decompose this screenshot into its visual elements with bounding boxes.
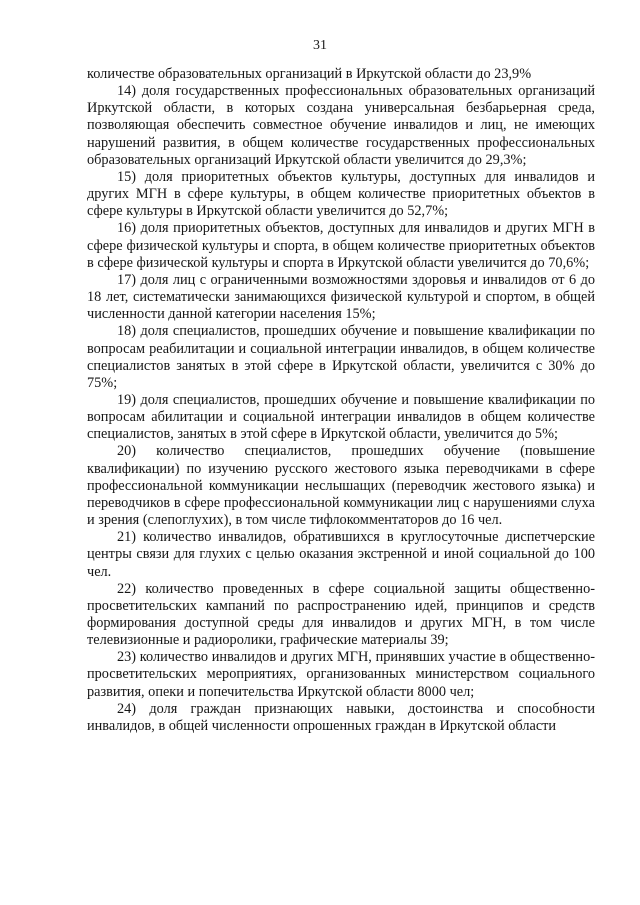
document-body [87, 66, 595, 735]
paragraph-item-23: 23) количество инвалидов и других МГН, принявших участие в общественно-просветительских мероприятиях, организованных министерством социального развития, опеки и попечительства Иркутской области 8000 чел; [87, 649, 595, 700]
paragraph-item-20: 20) количество специалистов, прошедших обучение (повышение квалификации) по изучению русского жестового языка переводчиками в сфере профессиональной коммуникации неслышащих (переводчик жестового языка) и переводчиков в сфере профессиональной коммуникации лиц с нарушениями слуха и зрения (слепоглухих), в том числе тифлокомментаторов до 16 чел. [87, 443, 595, 529]
paragraph-item-17: 17) доля лиц с ограниченными возможностями здоровья и инвалидов от 6 до 18 лет, систематически занимающихся физической культурой и спортом, в общей численности данной категории населения 15%; [87, 271, 595, 323]
page-number: 31 [313, 38, 327, 53]
paragraph-item-14: 14) доля государственных профессиональных образовательных организаций Иркутской области, в которых создана универсальная безбарьерная среда, позволяющая обеспечить совместное обучение инвалидов и лиц, не имеющих нарушений развития, в общем количестве государственных профессиональных образовательных организаций Иркутской области увеличится до 29,3%; [87, 83, 595, 168]
paragraph-item-15: 15) доля приоритетных объектов культуры, доступных для инвалидов и других МГН в сфере культуры, в общем количестве приоритетных объектов в сфере культуры в Иркутской области увеличится до 52,7%; [87, 168, 595, 220]
paragraph-item-19: 19) доля специалистов, прошедших обучение и повышение квалификации по вопросам абилитации и социальной интеграции инвалидов в общем количестве специалистов, занятых в этой сфере в Иркутской области, увеличится до 5%; [87, 391, 595, 443]
paragraph-item-22: 22) количество проведенных в сфере социальной защиты общественно-просветительских кампаний по распространению идей, принципов и средств формирования доступной среды для инвалидов и других МГН, в том числе телевизионные и радиоролики, графические материалы 39; [87, 580, 595, 649]
paragraph-item-24: 24) доля граждан признающих навыки, достоинства и способности инвалидов, в общей численности опрошенных граждан в Иркутской области [87, 700, 595, 734]
paragraph-item-16: 16) доля приоритетных объектов, доступных для инвалидов и других МГН в сфере физической культуры и спорта, в общем количестве приоритетных объектов в сфере физической культуры и спорта в Иркутской области увеличится до 70,6%; [87, 220, 595, 271]
paragraph-item-21: 21) количество инвалидов, обратившихся в круглосуточные диспетчерские центры связи для глухих с целью оказания экстренной и иной социальной до 100 чел. [87, 529, 595, 580]
paragraph-continuation: количестве образовательных организаций в Иркутской области до 23,9% [87, 66, 532, 82]
paragraph-item-18: 18) доля специалистов, прошедших обучение и повышение квалификации по вопросам реабилитации и социальной интеграции инвалидов, в общем количестве специалистов занятых в этой сфере в Иркутской области, увеличится с 30% до 75%; [87, 323, 595, 391]
